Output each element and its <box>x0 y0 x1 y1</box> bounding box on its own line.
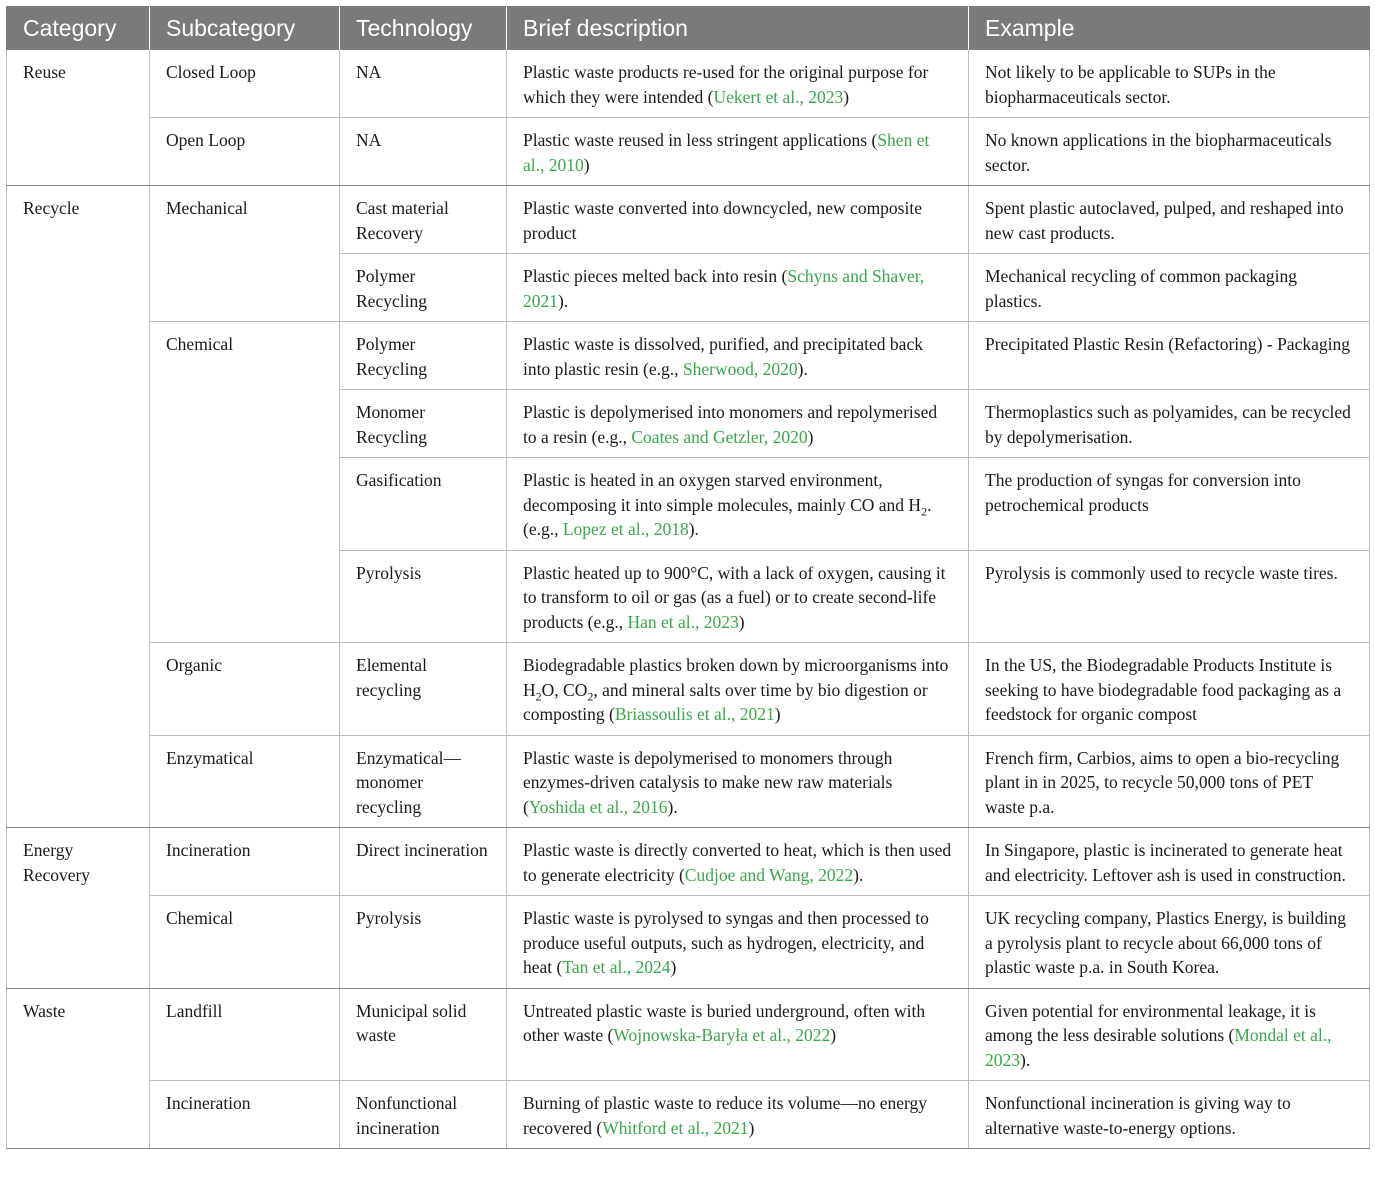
category-cell: Energy Recovery <box>7 828 150 989</box>
description-cell: Plastic waste is dissolved, purified, and precipitated back into plastic resin (e.g., Sherwood, 2020). <box>507 322 969 390</box>
subcategory-cell: Incineration <box>150 828 340 896</box>
subscript: 2 <box>921 504 928 518</box>
table-row <box>7 1081 1370 1149</box>
example-cell: The production of syngas for conversion into petrochemical products <box>969 458 1370 551</box>
technology-cell: Pyrolysis <box>340 896 507 989</box>
subcategory-cell: Landfill <box>150 988 340 1081</box>
subcategory-cell: Enzymatical <box>150 735 340 828</box>
header-example: Example <box>969 6 1370 50</box>
header-subcategory: Subcategory <box>150 6 340 50</box>
citation-link[interactable]: Coates and Getzler, 2020 <box>631 426 808 447</box>
subcategory-cell: Mechanical <box>150 186 340 322</box>
description-cell: Plastic waste converted into downcycled, new composite product <box>507 186 969 254</box>
category-cell: Recycle <box>7 186 150 828</box>
subcategory-cell: Closed Loop <box>150 50 340 118</box>
citation-link[interactable]: Schyns and Shaver, 2021 <box>523 266 925 311</box>
technology-cell: NA <box>340 118 507 186</box>
example-cell: Given potential for environmental leakage, it is among the less desirable solutions (Mondal et al., 2023). <box>969 988 1370 1081</box>
description-cell: Plastic waste is directly converted to heat, which is then used to generate electricity (Cudjoe and Wang, 2022). <box>507 828 969 896</box>
description-cell: Burning of plastic waste to reduce its volume—no energy recovered (Whitford et al., 2021) <box>507 1081 969 1149</box>
description-cell: Plastic is heated in an oxygen starved environment, decomposing it into simple molecules, mainly CO and $H_2$. (e.g., Lopez et al., 2018). <box>507 458 969 551</box>
subcategory-cell: Organic <box>150 643 340 736</box>
citation-link[interactable]: Lopez et al., 2018 <box>562 519 689 539</box>
description-cell: Plastic pieces melted back into resin (Schyns and Shaver, 2021). <box>507 254 969 322</box>
subcategory-cell: Open Loop <box>150 118 340 186</box>
technology-cell: Municipal solid waste <box>340 988 507 1081</box>
description-cell: Plastic waste reused in less stringent applications (Shen et al., 2010) <box>507 118 969 186</box>
citation-link[interactable]: Whitford et al., 2021 <box>602 1117 749 1138</box>
subcategory-cell: Incineration <box>150 1081 340 1149</box>
citation-link[interactable]: Shen et al., 2010 <box>523 130 930 175</box>
table-row <box>7 828 1370 896</box>
description-cell: Plastic heated up to 900°C, with a lack of oxygen, causing it to transform to oil or gas (as a fuel) or to create second-life products (e.g., Han et al., 2023) <box>507 550 969 643</box>
citation-link[interactable]: Mondal et al., 2023 <box>985 1025 1332 1070</box>
technology-cell: Nonfunctional incineration <box>340 1081 507 1149</box>
example-cell: No known applications in the biopharmaceuticals sector. <box>969 118 1370 186</box>
technology-cell: NA <box>340 50 507 118</box>
example-cell: French firm, Carbios, aims to open a bio-recycling plant in in 2025, to recycle 50,000 tons of PET waste p.a. <box>969 735 1370 828</box>
table-row <box>7 50 1370 118</box>
example-cell: UK recycling company, Plastics Energy, is building a pyrolysis plant to recycle about 66,000 tons of plastic waste p.a. in South Korea. <box>969 896 1370 989</box>
citation-link[interactable]: Yoshida et al., 2016 <box>528 796 668 817</box>
header-category: Category <box>7 6 150 50</box>
example-cell: In the US, the Biodegradable Products Institute is seeking to have biodegradable food packaging as a feedstock for organic compost <box>969 643 1370 736</box>
description-cell: Plastic is depolymerised into monomers and repolymerised to a resin (e.g., Coates and Getzler, 2020) <box>507 390 969 458</box>
table-row <box>7 118 1370 186</box>
category-cell: Waste <box>7 988 150 1149</box>
technology-cell: Direct incineration <box>340 828 507 896</box>
example-cell: Thermoplastics such as polyamides, can be recycled by depolymerisation. <box>969 390 1370 458</box>
header-brief-description: Brief description <box>507 6 969 50</box>
technology-cell: Polymer Recycling <box>340 254 507 322</box>
category-cell: Reuse <box>7 50 150 186</box>
technology-cell: Polymer Recycling <box>340 322 507 390</box>
technology-cell: Cast material Recovery <box>340 186 507 254</box>
citation-link[interactable]: Han et al., 2023 <box>627 611 739 632</box>
example-cell: Mechanical recycling of common packaging plastics. <box>969 254 1370 322</box>
description-cell: Biodegradable plastics broken down by microorganisms into $H_2O$, $CO_2$, and mineral salts over time by bio digestion or composting (Briassoulis et al., 2021) <box>507 643 969 736</box>
subcategory-cell: Chemical <box>150 896 340 989</box>
technology-cell: Monomer Recycling <box>340 390 507 458</box>
example-cell: In Singapore, plastic is incinerated to generate heat and electricity. Leftover ash is used in construction. <box>969 828 1370 896</box>
technology-cell: Enzymatical—monomer recycling <box>340 735 507 828</box>
header-technology: Technology <box>340 6 507 50</box>
technology-cell: Elemental recycling <box>340 643 507 736</box>
technology-cell: Pyrolysis <box>340 550 507 643</box>
citation-link[interactable]: Uekert et al., 2023 <box>713 86 844 107</box>
citation-link[interactable]: Cudjoe and Wang, 2022 <box>684 864 854 885</box>
table-row <box>7 896 1370 989</box>
table-row <box>7 186 1370 254</box>
citation-link[interactable]: Sherwood, 2020 <box>682 358 798 379</box>
subcategory-cell: Chemical <box>150 322 340 643</box>
citation-link[interactable]: Wojnowska-Baryła et al., 2022 <box>613 1025 831 1045</box>
technology-cell: Gasification <box>340 458 507 551</box>
table-row <box>7 988 1370 1081</box>
example-cell: Not likely to be applicable to SUPs in the biopharmaceuticals sector. <box>969 50 1370 118</box>
subscript: 2 <box>535 689 542 703</box>
example-cell: Nonfunctional incineration is giving way to alternative waste-to-energy options. <box>969 1081 1370 1149</box>
example-cell: Spent plastic autoclaved, pulped, and reshaped into new cast products. <box>969 186 1370 254</box>
table-row <box>7 643 1370 736</box>
technology-table <box>6 6 1370 1149</box>
description-cell: Plastic waste products re-used for the original purpose for which they were intended (Uekert et al., 2023) <box>507 50 969 118</box>
description-cell: Untreated plastic waste is buried underground, often with other waste (Wojnowska-Baryła et al., 2022) <box>507 988 969 1081</box>
table-row <box>7 322 1370 390</box>
description-cell: Plastic waste is pyrolysed to syngas and then processed to produce useful outputs, such as hydrogen, electricity, and heat (Tan et al., 2024) <box>507 896 969 989</box>
example-cell: Pyrolysis is commonly used to recycle waste tires. <box>969 550 1370 643</box>
example-cell: Precipitated Plastic Resin (Refactoring) - Packaging <box>969 322 1370 390</box>
description-cell: Plastic waste is depolymerised to monomers through enzymes-driven catalysis to make new raw materials (Yoshida et al., 2016). <box>507 735 969 828</box>
citation-link[interactable]: Briassoulis et al., 2021 <box>614 704 775 724</box>
table-row <box>7 735 1370 828</box>
citation-link[interactable]: Tan et al., 2024 <box>562 957 671 977</box>
table-header-row <box>7 6 1370 50</box>
subscript: 2 <box>587 689 594 703</box>
